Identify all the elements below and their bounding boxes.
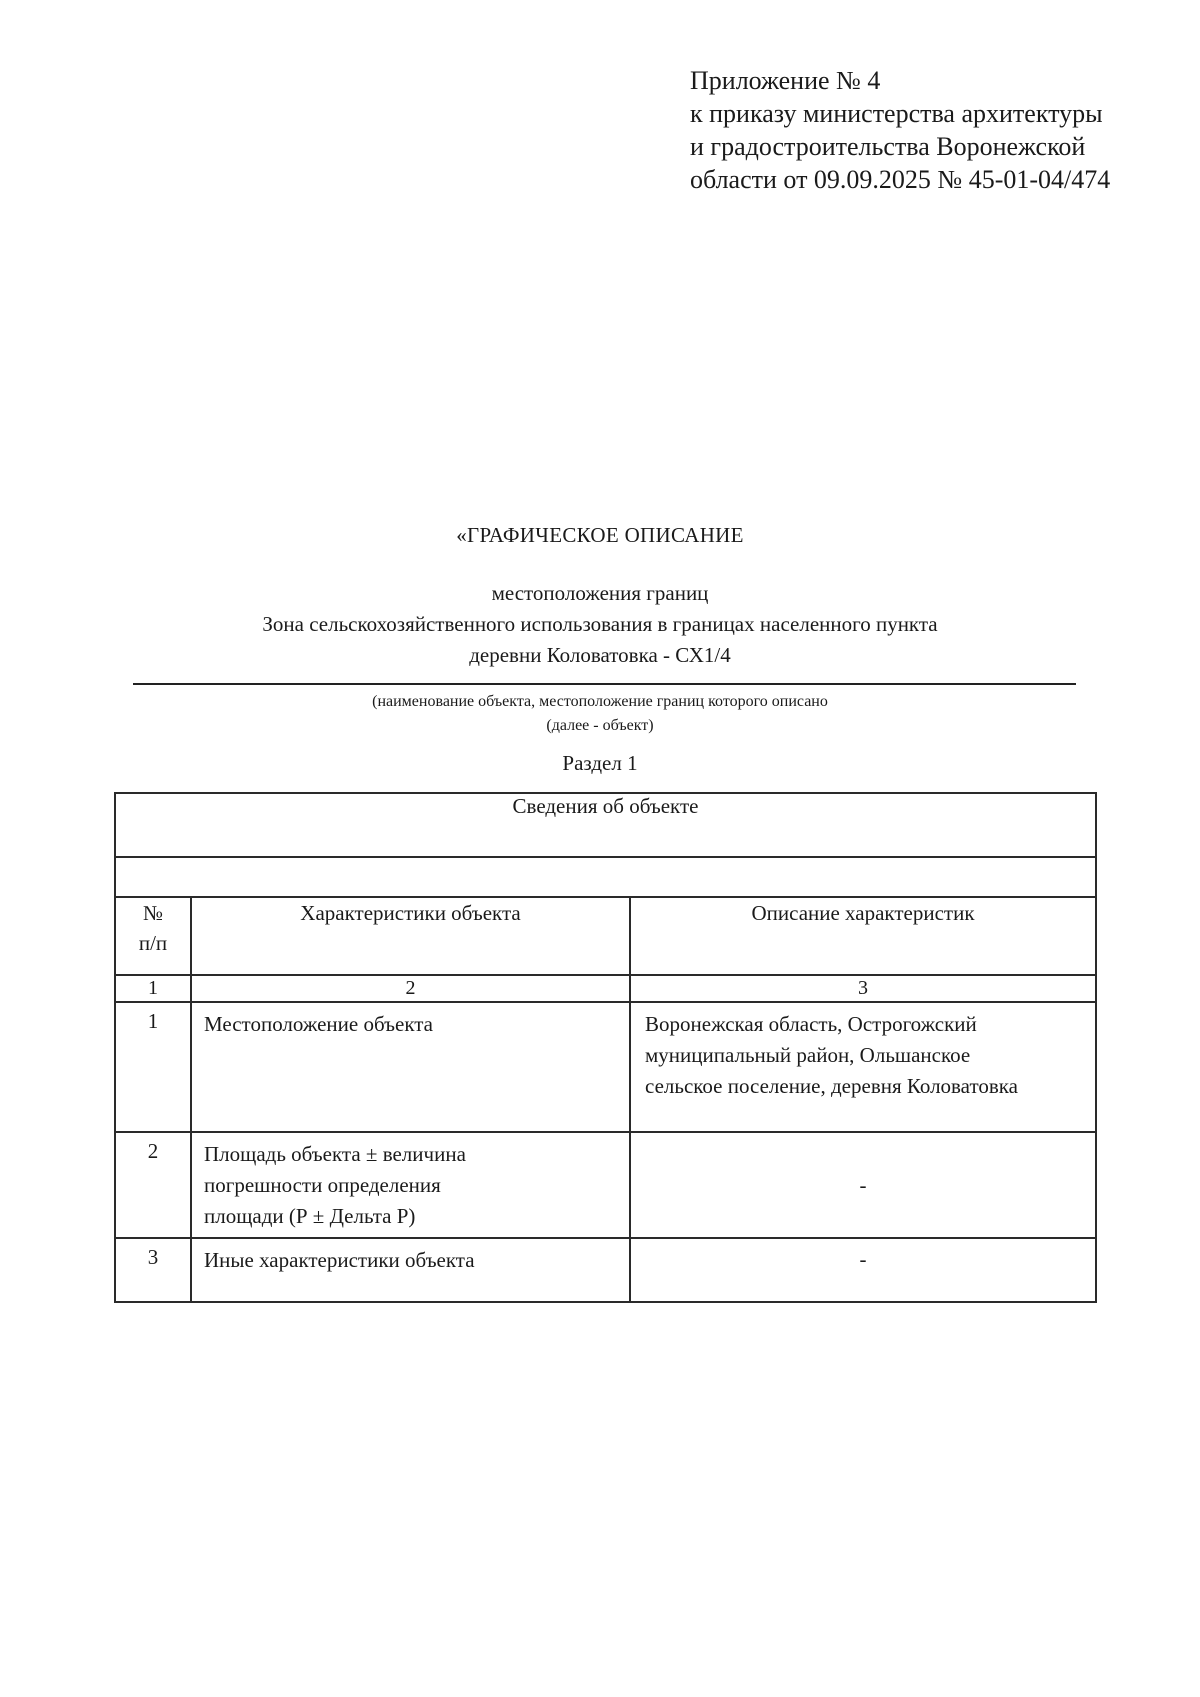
object-info-table: [114, 792, 1097, 1303]
row-characteristic: [191, 1132, 630, 1238]
underline-rule: [133, 683, 1076, 685]
column-number-line: п/п: [138, 931, 168, 955]
column-header-number: [115, 897, 191, 975]
document-title: «ГРАФИЧЕСКОЕ ОПИСАНИЕ: [456, 523, 744, 547]
row-number: 2: [115, 1132, 191, 1238]
table-empty-row: [115, 857, 1096, 897]
table-row: [115, 1238, 1096, 1302]
appendix-line: к приказу министерства архитектуры: [690, 99, 1103, 128]
characteristic-line: площади (Р ± Дельта Р): [204, 1204, 416, 1228]
column-index-row: [115, 975, 1096, 1002]
subtitle-line-2: Зона сельскохозяйственного использования в границах населенного пункта: [262, 612, 938, 636]
appendix-line: области от 09.09.2025 № 45-01-04/474: [690, 165, 1111, 194]
section-heading: Раздел 1: [562, 751, 638, 775]
caption-line-1: (наименование объекта, местоположение границ которого описано: [372, 693, 828, 710]
subtitle-line-1: местоположения границ: [491, 581, 709, 605]
characteristic-line: погрешности определения: [204, 1173, 441, 1197]
column-header-description: Описание характеристик: [630, 897, 1096, 975]
row-description: -: [630, 1238, 1096, 1302]
caption-line-2: (далее - объект): [546, 717, 654, 734]
table-header-row: [115, 793, 1096, 857]
column-index: 1: [115, 975, 191, 1002]
row-number: 3: [115, 1238, 191, 1302]
object-caption: [0, 690, 1200, 738]
table-row: [115, 1002, 1096, 1132]
description-line: Воронежская область, Острогожский: [645, 1012, 977, 1036]
characteristic-line: Площадь объекта ± величина: [204, 1142, 466, 1166]
row-number: 1: [115, 1002, 191, 1132]
column-header-characteristics: Характеристики объекта: [191, 897, 630, 975]
table-row: [115, 1132, 1096, 1238]
column-header-row: [115, 897, 1096, 975]
appendix-line: Приложение № 4: [690, 66, 881, 95]
row-description: -: [630, 1132, 1096, 1238]
appendix-note: [690, 64, 1170, 196]
description-line: сельское поселение, деревня Коловатовка: [645, 1074, 1018, 1098]
description-line: муниципальный район, Ольшанское: [645, 1043, 971, 1067]
column-index: 2: [191, 975, 630, 1002]
column-number-line: №: [142, 901, 164, 925]
table-header: Сведения об объекте: [115, 793, 1096, 857]
appendix-line: и градостроительства Воронежской: [690, 132, 1086, 161]
column-index: 3: [630, 975, 1096, 1002]
row-characteristic: Иные характеристики объекта: [191, 1238, 630, 1302]
document-subtitle: [0, 578, 1200, 671]
row-characteristic: Местоположение объекта: [191, 1002, 630, 1132]
row-description: [630, 1002, 1096, 1132]
empty-cell: [115, 857, 1096, 897]
subtitle-line-3: деревни Коловатовка - СХ1/4: [469, 643, 731, 667]
